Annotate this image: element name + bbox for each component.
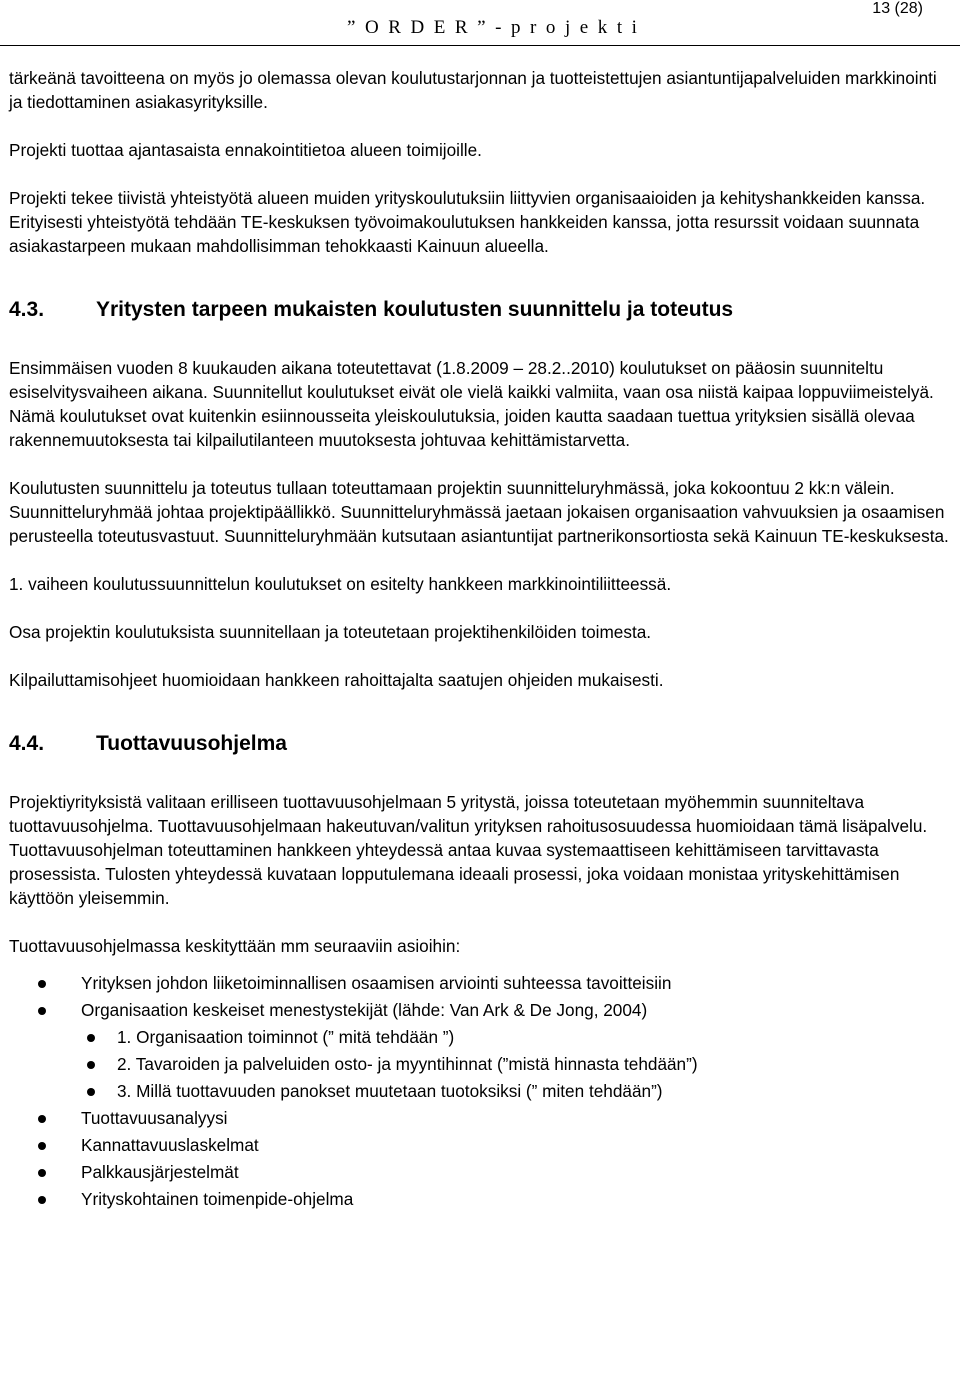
bullet-list bbox=[9, 970, 954, 1213]
list-item: Yrityskohtainen toimenpide-ohjelma bbox=[9, 1186, 954, 1213]
paragraph: Projektiyrityksistä valitaan erilliseen tuottavuusohjelmaan 5 yritystä, joissa toteutetaan myöhemmin suunniteltava tuottavuusohjelma. Tuottavuusohjelmaan hakeutuvan/valitun yrityksen rahoitusosuudessa huomioidaan tämä lisäpalvelu. Tuottavuusohjelman toteuttaminen hankkeen yhteydessä antaa kuvaa systemaattiseen kehittämiseen tarvittavasta prosessista. Tulosten yhteydessä kuvataan lopputulemana ideaali prosessi, joka voidaan monistaa yrityskehittämisen käyttöön yleisemmin. bbox=[9, 792, 928, 908]
list-item: Palkkausjärjestelmät bbox=[9, 1159, 954, 1186]
paragraph: Tuottavuusohjelmassa keskityttään mm seuraaviin asioihin: bbox=[9, 936, 461, 956]
sub-list-item: 1. Organisaation toiminnot (” mitä tehdään ”) bbox=[9, 1024, 954, 1051]
list-item: Organisaation keskeiset menestystekijät (lähde: Van Ark & De Jong, 2004) bbox=[9, 997, 954, 1024]
list-item: Kannattavuuslaskelmat bbox=[9, 1132, 954, 1159]
section-number: 4.3. bbox=[9, 298, 45, 321]
section-title: Tuottavuusohjelma bbox=[96, 732, 287, 755]
paragraph: Kilpailuttamisohjeet huomioidaan hankkeen rahoittajalta saatujen ohjeiden mukaisesti. bbox=[9, 670, 664, 690]
section-number: 4.4. bbox=[9, 732, 45, 755]
paragraph: Projekti tuottaa ajantasaista ennakointitietoa alueen toimijoille. bbox=[9, 140, 482, 160]
paragraph: Koulutusten suunnittelu ja toteutus tullaan toteuttamaan projektin suunnitteluryhmässä, joka kokoontuu 2 kk:n välein. Suunnitteluryhmää johtaa projektipäällikkö. Suunnitteluryhmässä jaetaan jokaisen organisaation vahvuuksien ja osaamisen perusteella toteutusvastuut. Suunnitteluryhmään kutsutaan asiantuntijat partnerikonsortiosta sekä Kainuun TE-keskuksesta. bbox=[9, 478, 949, 546]
header-divider bbox=[0, 45, 960, 46]
paragraph: Ensimmäisen vuoden 8 kuukauden aikana toteutettavat (1.8.2009 – 28.2..2010) koulutukset on pääosin suunniteltu esiselvitysvaiheen aikana. Suunnitellut koulutukset eivät ole vielä kaikki valmiita, vaan osa niistä kaipaa loppuviimeistelyä. Nämä koulutukset ovat kuitenkin esiinnousseita yleiskoulutuksia, joiden kautta saadaan tuettua yrityksien sisällä olevaa rakennemuutoksesta tai kilpailutilanteen muutoksesta johtuvaa kehittämistarvetta. bbox=[9, 358, 934, 450]
paragraph: Osa projektin koulutuksista suunnitellaan ja toteutetaan projektihenkilöiden toimesta. bbox=[9, 622, 652, 642]
section-heading bbox=[9, 732, 954, 756]
page-header bbox=[0, 0, 960, 46]
section-title: Yritysten tarpeen mukaisten koulutusten suunnittelu ja toteutus bbox=[96, 298, 734, 321]
document-title: ” O R D E R ” - p r o j e k t i bbox=[347, 17, 640, 38]
sub-list-item: 2. Tavaroiden ja palveluiden osto- ja myyntihinnat (”mistä hinnasta tehdään”) bbox=[9, 1051, 954, 1078]
sub-list-item: 3. Millä tuottavuuden panokset muutetaan tuotoksiksi (” miten tehdään”) bbox=[9, 1078, 954, 1105]
paragraph: 1. vaiheen koulutussuunnittelun koulutukset on esitelty hankkeen markkinointiliitteessä. bbox=[9, 574, 672, 594]
paragraph: tärkeänä tavoitteena on myös jo olemassa olevan koulutustarjonnan ja tuotteistettujen asiantuntijapalveluiden markkinointi ja tiedottaminen asiakasyrityksille. bbox=[9, 68, 937, 112]
list-item: Yrityksen johdon liiketoiminnallisen osaamisen arviointi suhteessa tavoitteisiin bbox=[9, 970, 954, 997]
paragraph: Projekti tekee tiivistä yhteistyötä alueen muiden yrityskoulutuksiin liittyvien organisaaioiden ja kehityshankkeiden kanssa. Erityisesti yhteistyötä tehdään TE-keskuksen työvoimakoulutuksen hankkeiden kanssa, jotta resurssit voidaan suunnata asiakastarpeen mukaan mahdollisimman tehokkaasti Kainuun alueella. bbox=[9, 188, 926, 256]
list-item: Tuottavuusanalyysi bbox=[9, 1105, 954, 1132]
page-number: 13 (28) bbox=[872, 0, 923, 17]
document-body bbox=[9, 66, 954, 1213]
section-heading bbox=[9, 298, 954, 322]
